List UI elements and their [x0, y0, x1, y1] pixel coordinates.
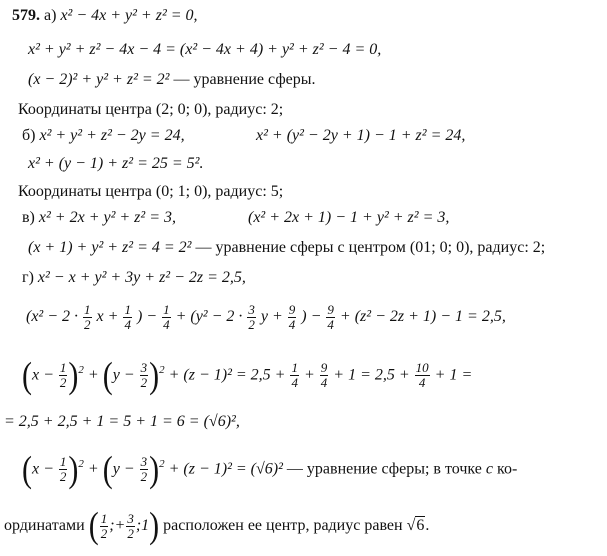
fraction-denominator: 4 [320, 375, 328, 391]
fraction-denominator: 4 [291, 375, 298, 391]
fraction-denominator: 4 [163, 316, 170, 332]
fraction-1-2 [59, 361, 68, 390]
fraction-numerator: 1 [163, 301, 170, 317]
fraction-numerator: 1 [291, 360, 298, 376]
part-a-result: (x − 2)² + y² + z² = 2² [28, 71, 170, 88]
fraction-numerator: 10 [415, 360, 429, 376]
paren-close: ) [68, 354, 79, 396]
part-b-label: б) [22, 127, 36, 144]
sphere-note: — уравнение сферы; в точке [286, 460, 482, 478]
radius-text: расположен ее центр, радиус равен [163, 517, 403, 534]
fraction-numerator: 9 [327, 301, 334, 317]
separator: ;1 [135, 517, 150, 534]
y-term: y − [112, 460, 135, 478]
period: . [425, 517, 430, 534]
part-v-step: (x² + 2x + 1) − 1 + y² + z² = 3, [248, 209, 450, 226]
fraction-denominator: 4 [124, 316, 131, 332]
line-1 [12, 6, 198, 26]
part-v-label: в) [22, 209, 35, 226]
step-part: ) − [136, 308, 158, 325]
part-v-result: (x + 1) + y² + z² = 4 = 2² [28, 239, 192, 256]
step-part: ) − [301, 308, 322, 325]
fraction-denominator: 2 [59, 469, 67, 485]
sqrt-six [407, 506, 426, 546]
part-g-squares [22, 350, 472, 395]
fraction-denominator: 4 [327, 316, 334, 332]
coordinates-word: ординатами [4, 517, 85, 534]
fraction-3-2 [140, 361, 149, 390]
fraction-1-2 [83, 303, 92, 332]
fraction-numerator: 3 [140, 454, 148, 470]
fraction-denominator: 4 [288, 316, 296, 332]
paren-open: ( [102, 354, 113, 396]
plus-sign: + [87, 460, 99, 478]
fraction-1-4 [123, 303, 132, 332]
fraction-numerator: 3 [140, 360, 148, 376]
line-3 [28, 70, 316, 90]
hyphen-tail: ко- [496, 460, 518, 478]
line-8 [22, 208, 176, 228]
line-sphere-final [22, 444, 517, 489]
square-exponent: 2 [78, 364, 84, 376]
x-term: x − [32, 366, 54, 384]
part-b-result: x² + (y − 1) + z² = 25 = 5². [28, 155, 204, 172]
problem-number: 579. [12, 7, 40, 24]
square-exponent: 2 [78, 458, 84, 470]
line-sum: = 2,5 + 2,5 + 1 = 5 + 1 = 6 = (√6)², [4, 413, 240, 430]
line-4: Координаты центра (2; 0; 0), радиус: 2; [18, 101, 284, 118]
fraction-denominator: 2 [127, 525, 134, 541]
paren-open: ( [22, 354, 32, 396]
fraction-9-4 [288, 303, 297, 332]
part-b-step: x² + (y² − 2y + 1) − 1 + z² = 24, [256, 127, 466, 144]
part-b-center: Координаты центра (0; 1; 0), радиус: 5; [18, 183, 284, 200]
z-term: + (z − 1)² = (√6)² [168, 460, 283, 478]
paren-close: ) [149, 448, 160, 490]
step-part: y + [260, 308, 283, 325]
part-v-equation: x² + 2x + y² + z² = 3, [38, 209, 176, 226]
fraction-numerator: 1 [59, 454, 67, 470]
fraction-10-4 [415, 361, 430, 390]
y-term: y − [112, 366, 135, 384]
fraction-denominator: 2 [248, 316, 255, 332]
line-2: x² + y² + z² − 4x − 4 = (x² − 4x + 4) + y² + z² − 4 = 0, [28, 41, 382, 58]
z-term: + (z − 1)² = 2,5 + [168, 366, 286, 384]
fraction-9-4 [320, 361, 329, 390]
fraction-1-2 [100, 512, 109, 541]
fraction-3-2 [140, 455, 149, 484]
sum-term: + 1 = [434, 366, 473, 384]
step-part: + (z² − 2z + 1) − 1 = 2,5, [339, 308, 506, 325]
fraction-numerator: 3 [248, 301, 255, 317]
square-exponent: 2 [159, 364, 165, 376]
part-g-step [26, 300, 506, 334]
fraction-denominator: 2 [84, 316, 91, 332]
point-c: c [485, 460, 493, 478]
paren-close: ) [68, 448, 79, 490]
sphere-note: — уравнение сферы. [173, 71, 316, 88]
plus-sign: + [87, 366, 99, 384]
part-g-equation: x² − x + y² + 3y + z² − 2z = 2,5, [37, 269, 246, 286]
fraction-denominator: 2 [140, 375, 148, 391]
fraction-numerator: 1 [84, 301, 91, 317]
step-part: (x² − 2 · [26, 308, 79, 325]
paren-open: ( [102, 448, 113, 490]
fraction-numerator: 1 [100, 510, 108, 526]
x-term: x − [32, 460, 54, 478]
paren-open: ( [88, 505, 99, 547]
line-9 [28, 238, 545, 258]
paren-close: ) [149, 354, 160, 396]
line-g [22, 268, 246, 288]
sum-term: + 1 = 2,5 + [333, 366, 410, 384]
step-part: + (y² − 2 · [175, 308, 243, 325]
part-v-note: — уравнение сферы с центром (01; 0; 0), радиус: 2; [195, 239, 546, 256]
plus-sign: + [303, 366, 315, 384]
part-b-equation: x² + y² + z² − 2y = 24, [39, 127, 185, 144]
paren-close: ) [149, 505, 160, 547]
fraction-denominator: 2 [100, 525, 108, 541]
part-a-label: а) [44, 7, 57, 24]
line-center [4, 506, 429, 546]
fraction-denominator: 2 [59, 375, 67, 391]
step-part: x + [96, 308, 119, 325]
fraction-denominator: 4 [418, 375, 426, 391]
line-5 [22, 126, 185, 146]
separator: ;+ [109, 517, 126, 534]
fraction-numerator: 1 [59, 360, 67, 376]
fraction-numerator: 9 [288, 301, 296, 317]
fraction-numerator: 1 [124, 301, 131, 317]
fraction-denominator: 2 [140, 469, 148, 485]
fraction-9-4 [326, 303, 335, 332]
part-a-equation: x² − 4x + y² + z² = 0, [60, 7, 198, 24]
fraction-numerator: 9 [320, 360, 328, 376]
fraction-1-2 [59, 455, 68, 484]
fraction-1-4 [290, 361, 299, 390]
fraction-3-2 [126, 512, 135, 541]
square-exponent: 2 [159, 458, 165, 470]
sqrt-radicand: 6 [416, 517, 425, 534]
part-g-label: г) [22, 269, 34, 286]
sqrt-sign: √ [406, 517, 416, 534]
fraction-1-4 [162, 303, 171, 332]
paren-open: ( [22, 448, 32, 490]
fraction-numerator: 3 [127, 510, 134, 526]
fraction-3-2 [247, 303, 256, 332]
